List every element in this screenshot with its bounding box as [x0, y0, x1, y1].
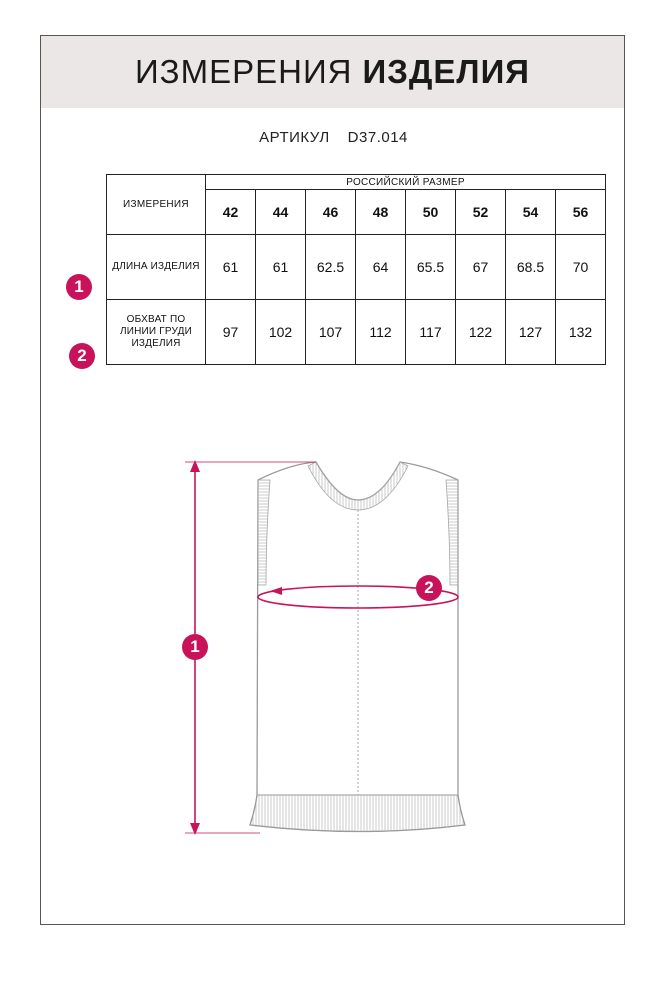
title-light: ИЗМЕРЕНИЯ — [134, 53, 353, 90]
measure-header: ИЗМЕРЕНИЯ — [107, 175, 206, 235]
size-cell: 48 — [356, 190, 406, 235]
size-cell: 50 — [406, 190, 456, 235]
table-cell: 117 — [406, 300, 456, 365]
table-cell: 61 — [206, 235, 256, 300]
article-value: D37.014 — [347, 129, 408, 146]
size-cell: 54 — [506, 190, 556, 235]
size-cell: 44 — [256, 190, 306, 235]
table-cell: 97 — [206, 300, 256, 365]
diagram-length-badge: 1 — [182, 634, 208, 660]
article-line — [0, 129, 667, 146]
table-cell: 65.5 — [406, 235, 456, 300]
size-cell: 52 — [456, 190, 506, 235]
size-cell: 56 — [556, 190, 606, 235]
table-cell: 127 — [506, 300, 556, 365]
row-label-line: ИЗДЕЛИЯ — [131, 338, 181, 349]
row-label-chest — [107, 300, 206, 365]
size-header: РОССИЙСКИЙ РАЗМЕР — [206, 175, 606, 190]
table-cell: 70 — [556, 235, 606, 300]
size-cell: 42 — [206, 190, 256, 235]
table-cell: 132 — [556, 300, 606, 365]
title-bold: ИЗДЕЛИЯ — [362, 53, 531, 90]
table-cell: 112 — [356, 300, 406, 365]
table-cell: 107 — [306, 300, 356, 365]
row-label-line: ОБХВАТ ПО — [126, 314, 186, 325]
table-cell: 67 — [456, 235, 506, 300]
vest-outline — [250, 462, 465, 832]
table-cell: 61 — [256, 235, 306, 300]
marker-length-badge: 1 — [66, 274, 92, 300]
garment-diagram — [0, 440, 667, 860]
table-row — [107, 300, 606, 365]
marker-chest-badge: 2 — [69, 343, 95, 369]
table-cell: 102 — [256, 300, 306, 365]
size-table — [106, 174, 606, 365]
row-label-length: ДЛИНА ИЗДЕЛИЯ — [107, 235, 206, 300]
page-title — [41, 36, 624, 108]
table-header-row — [107, 175, 606, 190]
size-cell: 46 — [306, 190, 356, 235]
table-row — [107, 235, 606, 300]
article-label: АРТИКУЛ — [259, 129, 330, 146]
table-cell: 62.5 — [306, 235, 356, 300]
table-cell: 68.5 — [506, 235, 556, 300]
table-cell: 122 — [456, 300, 506, 365]
table-cell: 64 — [356, 235, 406, 300]
row-label-line: ЛИНИИ ГРУДИ — [119, 326, 193, 337]
diagram-chest-badge: 2 — [416, 575, 442, 601]
